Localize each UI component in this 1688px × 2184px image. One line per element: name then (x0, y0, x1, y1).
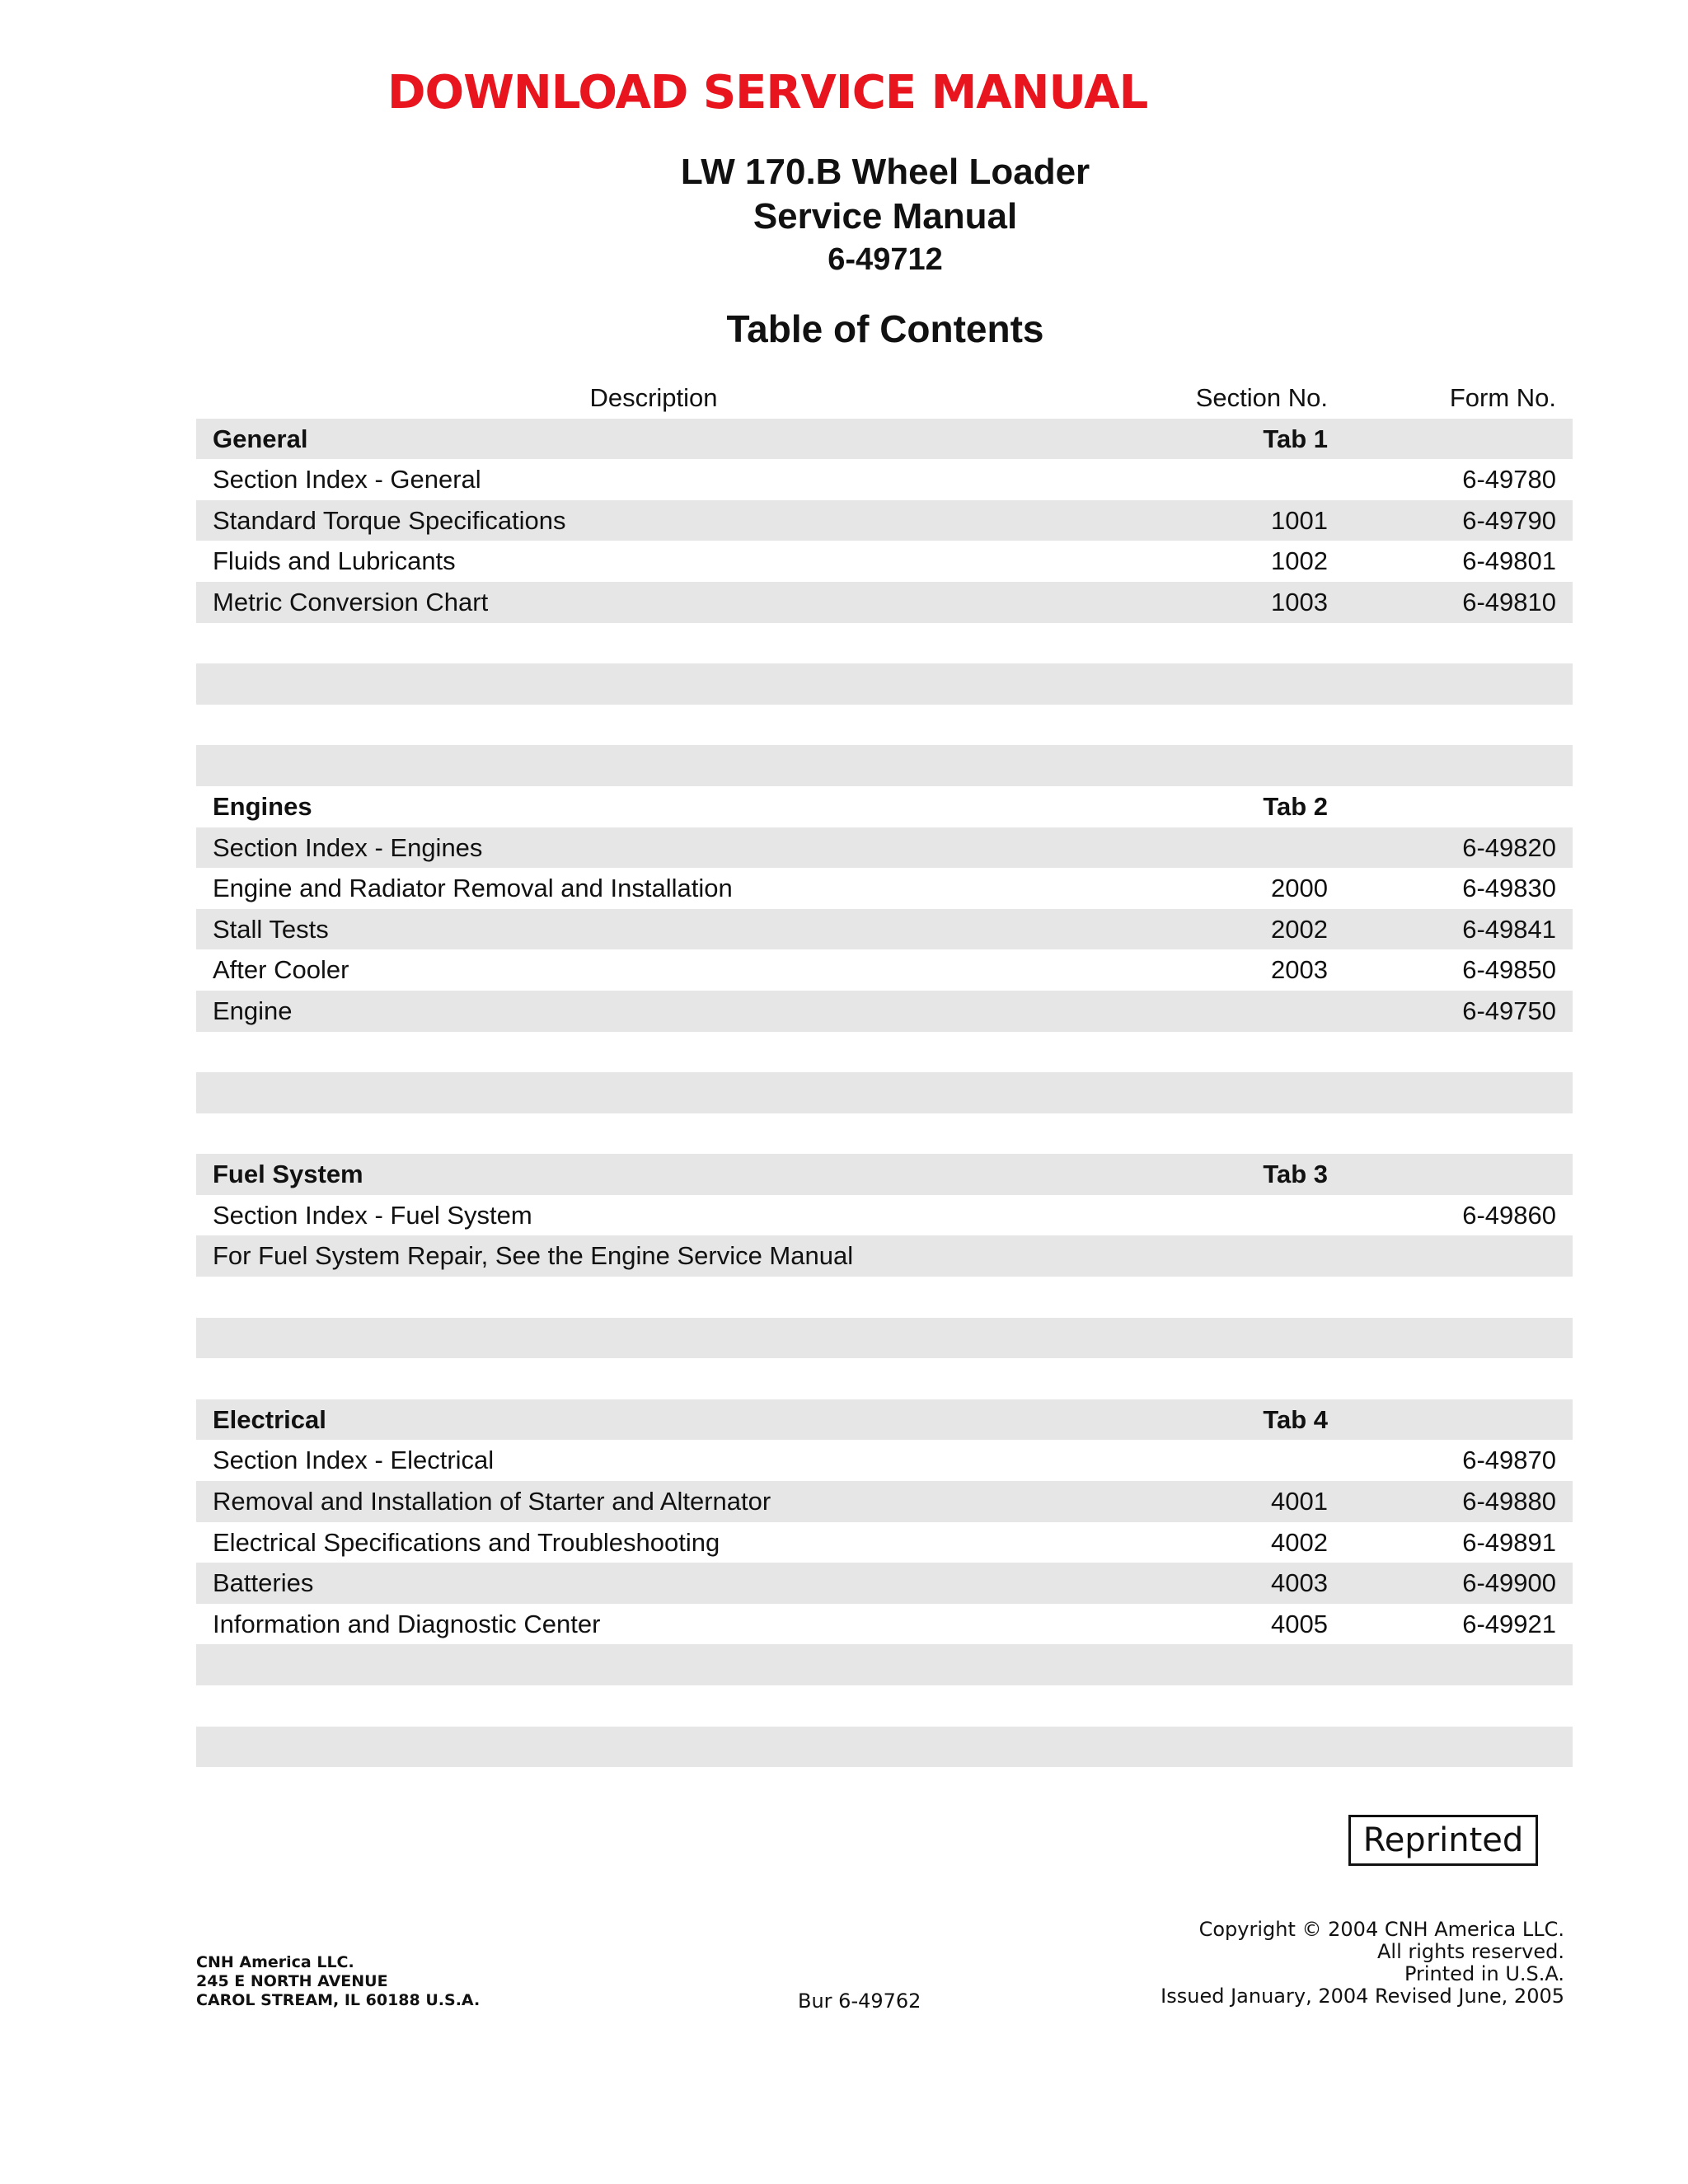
toc-description: For Fuel System Repair, See the Engine Service Manual (213, 1241, 854, 1271)
column-header-section: Section No. (1195, 383, 1328, 412)
toc-section-row (196, 1154, 1573, 1195)
toc-item-row (196, 582, 1573, 623)
toc-rows (196, 419, 1573, 1768)
toc-blank-row (196, 1644, 1573, 1685)
toc-form-number: 6-49810 (1462, 587, 1556, 616)
toc-blank-row (196, 1685, 1573, 1727)
toc-item-row (196, 1195, 1573, 1236)
toc-section-number: Tab 4 (1263, 1404, 1328, 1434)
toc-section-row (196, 419, 1573, 460)
toc-description: Batteries (213, 1568, 314, 1598)
toc-form-number: 6-49880 (1462, 1487, 1556, 1516)
download-banner: DOWNLOAD SERVICE MANUAL (387, 66, 1148, 120)
toc-section-number: 4003 (1271, 1568, 1328, 1598)
title-model: LW 170.B Wheel Loader (680, 152, 1090, 192)
toc-item-row (196, 459, 1573, 500)
toc-blank-row (196, 1032, 1573, 1073)
toc-description: Engine and Radiator Removal and Installation (213, 874, 733, 903)
toc-item-row (196, 909, 1573, 950)
toc-description: Fuel System (213, 1160, 363, 1189)
toc-blank-row (196, 1318, 1573, 1359)
toc-section-number: 2003 (1271, 955, 1328, 985)
copyright-line: Printed in U.S.A. (1404, 1962, 1564, 1985)
toc-blank-row (196, 1072, 1573, 1113)
toc-section-number: 1002 (1271, 546, 1328, 576)
copyright-line: All rights reserved. (1377, 1940, 1564, 1963)
toc-item-row (196, 949, 1573, 991)
copyright-line: Copyright © 2004 CNH America LLC. (1198, 1918, 1564, 1941)
toc-item-row (196, 827, 1573, 869)
toc-description: Engine (213, 996, 293, 1025)
toc-form-number: 6-49780 (1462, 465, 1556, 494)
toc-form-number: 6-49820 (1462, 832, 1556, 862)
bur-number: Bur 6-49762 (798, 1990, 921, 2013)
toc-section-number: 4005 (1271, 1609, 1328, 1638)
toc-description: Information and Diagnostic Center (213, 1609, 601, 1638)
toc-description: General (213, 424, 308, 453)
toc-description: Stall Tests (213, 914, 329, 944)
toc-description: Removal and Installation of Starter and Alternator (213, 1487, 771, 1516)
toc-description: Section Index - Electrical (213, 1446, 495, 1475)
toc-section-number: Tab 3 (1263, 1160, 1328, 1189)
toc-description: Engines (213, 791, 312, 821)
toc-item-row (196, 1563, 1573, 1604)
document-title (0, 150, 1688, 280)
toc-description: After Cooler (213, 955, 349, 985)
toc-section-number: Tab 1 (1263, 424, 1328, 453)
toc-table (196, 377, 1573, 1767)
title-form-number: 6-49712 (828, 242, 943, 277)
copyright-line: Issued January, 2004 Revised June, 2005 (1160, 1985, 1564, 2008)
copyright-notice (1160, 1919, 1564, 2008)
toc-section-row (196, 786, 1573, 827)
column-header-form: Form No. (1449, 383, 1556, 412)
toc-heading: Table of Contents (726, 307, 1044, 350)
title-manual: Service Manual (753, 196, 1018, 237)
toc-header-row (196, 377, 1573, 419)
toc-blank-row (196, 1358, 1573, 1399)
toc-form-number: 6-49860 (1462, 1200, 1556, 1230)
toc-description: Section Index - General (213, 465, 481, 494)
toc-section-number: 2002 (1271, 914, 1328, 944)
toc-section-row (196, 1399, 1573, 1441)
toc-item-row (196, 1440, 1573, 1481)
toc-description: Section Index - Fuel System (213, 1200, 532, 1230)
toc-item-row (196, 541, 1573, 582)
toc-item-row (196, 1522, 1573, 1563)
toc-form-number: 6-49790 (1462, 505, 1556, 535)
toc-description: Electrical Specifications and Troubleshooting (213, 1527, 720, 1557)
toc-blank-row (196, 745, 1573, 786)
toc-form-number: 6-49900 (1462, 1568, 1556, 1598)
toc-item-row (196, 1481, 1573, 1522)
toc-description: Electrical (213, 1404, 326, 1434)
toc-form-number: 6-49841 (1462, 914, 1556, 944)
toc-form-number: 6-49850 (1462, 955, 1556, 985)
address-line: 245 E NORTH AVENUE (196, 1972, 388, 1990)
toc-blank-row (196, 1113, 1573, 1155)
toc-form-number: 6-49921 (1462, 1609, 1556, 1638)
toc-blank-row (196, 663, 1573, 705)
toc-section-number: 1001 (1271, 505, 1328, 535)
address-line: CAROL STREAM, IL 60188 U.S.A. (196, 1991, 481, 2009)
toc-form-number: 6-49891 (1462, 1527, 1556, 1557)
address-line: CNH America LLC. (196, 1953, 354, 1971)
publisher-address (196, 1953, 480, 2010)
toc-blank-row (196, 1727, 1573, 1768)
toc-description: Fluids and Lubricants (213, 546, 456, 576)
toc-blank-row (196, 1277, 1573, 1318)
toc-section-number: 1003 (1271, 587, 1328, 616)
toc-form-number: 6-49801 (1462, 546, 1556, 576)
toc-item-row (196, 991, 1573, 1032)
toc-form-number: 6-49830 (1462, 874, 1556, 903)
toc-section-number: 4002 (1271, 1527, 1328, 1557)
toc-item-row (196, 1604, 1573, 1645)
toc-section-number: 2000 (1271, 874, 1328, 903)
toc-form-number: 6-49870 (1462, 1446, 1556, 1475)
toc-item-row (196, 500, 1573, 541)
reprinted-stamp: Reprinted (1348, 1815, 1538, 1866)
toc-blank-row (196, 623, 1573, 664)
toc-description: Standard Torque Specifications (213, 505, 566, 535)
toc-section-number: Tab 2 (1263, 791, 1328, 821)
column-header-description: Description (589, 383, 718, 412)
toc-section-number: 4001 (1271, 1487, 1328, 1516)
toc-description: Section Index - Engines (213, 832, 483, 862)
toc-form-number: 6-49750 (1462, 996, 1556, 1025)
toc-description: Metric Conversion Chart (213, 587, 489, 616)
toc-item-row (196, 1235, 1573, 1277)
toc-blank-row (196, 705, 1573, 746)
toc-item-row (196, 868, 1573, 909)
